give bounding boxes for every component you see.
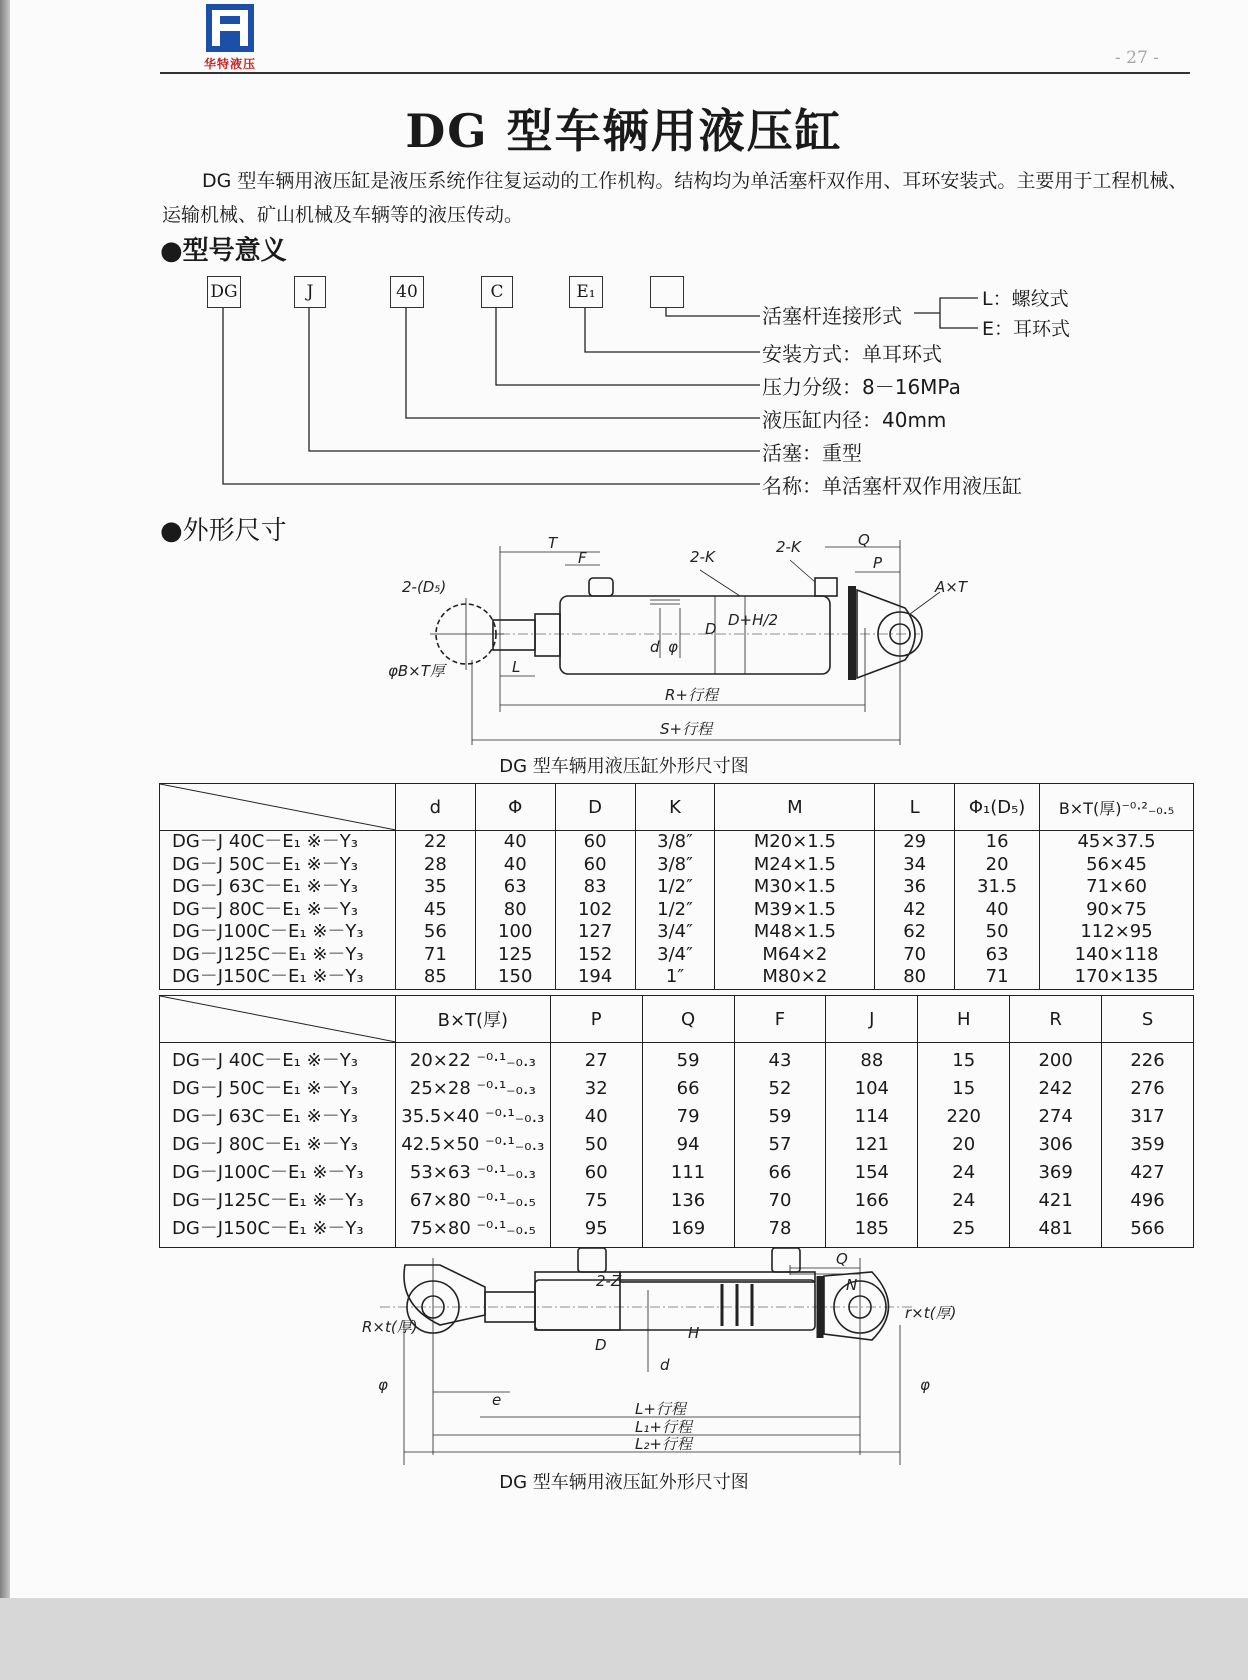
table2-header-f: F: [734, 996, 826, 1043]
cell: 102: [577, 898, 613, 920]
label-pressure: 压力分级：8－16MPa: [762, 375, 961, 399]
cell: 59: [676, 1050, 700, 1071]
model-box-dg: DG: [207, 276, 241, 308]
table1-header-d-outer: D: [555, 784, 635, 831]
cell: 25×28 ⁻⁰·¹₋₀.₃: [409, 1078, 536, 1099]
model-box-j: J: [294, 276, 326, 308]
dim-d2-small: d: [660, 1356, 670, 1374]
cell: 1/2″: [657, 876, 693, 897]
cell: 24: [952, 1190, 976, 1211]
caption-2: DG 型车辆用液压缸外形尺寸图: [499, 1472, 749, 1493]
cell: 111: [670, 1162, 706, 1183]
cell: 114: [854, 1106, 890, 1127]
cell: 66: [676, 1078, 700, 1099]
table1-model: DG－J150C－E₁ ※－Y₃: [172, 966, 364, 987]
model-box-40: 40: [390, 276, 424, 308]
cell: 95: [584, 1218, 608, 1239]
dim-2z: 2-Z: [596, 1272, 622, 1290]
cell: 71×60: [1086, 876, 1147, 897]
cell: 57: [768, 1134, 792, 1155]
cell: 60: [583, 831, 607, 852]
cell: M48×1.5: [753, 921, 836, 942]
dim-phi: φ: [668, 638, 678, 656]
label-mounting: 安装方式：单耳环式: [762, 342, 942, 366]
cell: 31.5: [977, 876, 1018, 897]
cell: 566: [1130, 1218, 1165, 1239]
cell: 20: [985, 853, 1009, 875]
cell: 71: [985, 966, 1009, 987]
dim-d-big: D: [705, 620, 717, 638]
cell: 34: [903, 853, 927, 875]
dim-e: e: [492, 1391, 502, 1409]
table2-header-q: Q: [642, 996, 734, 1043]
cell: 56: [423, 921, 447, 942]
cell: 29: [903, 831, 927, 852]
cell: 85: [423, 966, 447, 987]
cell: 369: [1038, 1162, 1073, 1183]
cell: 3/4″: [657, 921, 693, 942]
dim-l2-stroke: L₂+行程: [635, 1435, 692, 1453]
cell: 136: [670, 1190, 706, 1211]
table2-header-s: S: [1102, 996, 1194, 1043]
cell: 481: [1038, 1218, 1073, 1239]
cell: 140×118: [1074, 943, 1159, 965]
dim-d-small: d: [650, 638, 660, 656]
cell: 63: [503, 876, 527, 897]
table2-header-p: P: [550, 996, 642, 1043]
table2-model: DG－J 40C－E₁ ※－Y₃: [172, 1050, 358, 1071]
cell: 35.5×40 ⁻⁰·¹₋₀.₃: [401, 1106, 545, 1127]
cell: 60: [583, 853, 607, 875]
table2-header-h: H: [918, 996, 1010, 1043]
dim-l-stroke: L+行程: [635, 1400, 686, 1418]
label-name: 名称：单活塞杆双作用液压缸: [762, 474, 1022, 498]
dim-t: T: [548, 534, 558, 552]
dim-f: F: [578, 549, 587, 567]
label-bore: 液压缸内径：40mm: [762, 408, 947, 432]
cell: 20×22 ⁻⁰·¹₋₀.₃: [409, 1050, 536, 1071]
intro-text: DG 型车辆用液压缸是液压系统作往复运动的工作机构。结构均为单活塞杆双作用、耳环安装式。主要用于工程机械、运输机械、矿山机械及车辆等的液压传动。: [162, 170, 1188, 226]
cell: 59: [768, 1106, 792, 1127]
dim-h2: H: [688, 1324, 700, 1342]
table1-model: DG－J 40C－E₁ ※－Y₃: [172, 831, 358, 852]
cell: 79: [676, 1106, 700, 1127]
dim-axt: A×T: [935, 578, 967, 596]
dim-rxt-small: r×t(厚): [905, 1304, 957, 1322]
cell: 112×95: [1080, 921, 1153, 942]
cell: 71: [423, 943, 447, 965]
table1-header-phi1: Φ₁(D₅): [955, 784, 1040, 831]
brand-name: 华特液压: [203, 57, 256, 71]
table1-model: DG－J 50C－E₁ ※－Y₃: [172, 853, 358, 875]
table2-model: DG－J150C－E₁ ※－Y₃: [172, 1218, 364, 1239]
cell: 359: [1130, 1134, 1165, 1155]
table2-header-r: R: [1010, 996, 1102, 1043]
cell: 3/8″: [657, 853, 693, 875]
cell: 52: [768, 1078, 792, 1099]
dim-2k-a: 2-K: [690, 548, 715, 566]
cell: 154: [854, 1162, 890, 1183]
table2-model: DG－J 63C－E₁ ※－Y₃: [172, 1106, 358, 1127]
cell: 15: [952, 1050, 976, 1071]
table1-model: DG－J100C－E₁ ※－Y₃: [172, 921, 364, 942]
dim-phi-right: φ: [920, 1376, 930, 1394]
section-model-meaning: ●型号意义: [160, 236, 287, 266]
cell: 42.5×50 ⁻⁰·¹₋₀.₃: [401, 1134, 545, 1155]
cell: 67×80 ⁻⁰·¹₋₀.₅: [409, 1190, 536, 1211]
cell: 43: [768, 1050, 792, 1071]
cell: M80×2: [762, 966, 828, 987]
dim-bxt: φB×T厚: [388, 662, 445, 680]
model-box-e1: E₁: [569, 276, 603, 308]
cell: 22: [423, 831, 447, 852]
cell: 90×75: [1086, 898, 1147, 920]
cell: 185: [854, 1218, 890, 1239]
dim-phi-left: φ: [378, 1376, 388, 1394]
cell: 16: [985, 831, 1009, 852]
cell: 62: [903, 921, 927, 942]
table1-header-d: d: [395, 784, 475, 831]
cell: 80: [503, 898, 527, 920]
cell: 274: [1038, 1106, 1073, 1127]
cell: 276: [1130, 1078, 1165, 1099]
table1-model: DG－J 63C－E₁ ※－Y₃: [172, 876, 358, 897]
cell: 24: [952, 1162, 976, 1183]
cell: 100: [498, 921, 533, 942]
cell: 45×37.5: [1077, 831, 1156, 852]
table2-model: DG－J 50C－E₁ ※－Y₃: [172, 1078, 358, 1099]
dim-n: N: [846, 1276, 858, 1294]
cell: 242: [1038, 1078, 1073, 1099]
section-dimensions: ●外形尺寸: [160, 516, 287, 546]
cell: 66: [768, 1162, 792, 1183]
dim-d2-big: D: [595, 1336, 607, 1354]
option-thread: L：螺纹式: [982, 288, 1069, 310]
cell: 20: [952, 1134, 976, 1155]
cell: 70: [768, 1190, 792, 1211]
cell: 50: [985, 921, 1009, 942]
cell: 421: [1038, 1190, 1073, 1211]
cell: 60: [584, 1162, 608, 1183]
cell: 226: [1130, 1050, 1165, 1071]
cell: 78: [768, 1218, 792, 1239]
dim-d-h: D+H/2: [728, 611, 778, 629]
dim-r-stroke: R+行程: [665, 686, 718, 704]
cell: M24×1.5: [753, 853, 836, 875]
table1-model: DG－J125C－E₁ ※－Y₃: [172, 943, 364, 965]
table1-header-k: K: [635, 784, 715, 831]
page-title: DG 型车辆用液压缸: [405, 104, 843, 158]
dim-rxt: R×t(厚): [362, 1318, 418, 1336]
cell: 150: [498, 966, 533, 987]
cell: 104: [854, 1078, 890, 1099]
table2-header-bxt: B×T(厚): [395, 996, 550, 1043]
cell: 127: [577, 921, 613, 942]
cell: 166: [854, 1190, 890, 1211]
cell: M30×1.5: [753, 876, 836, 897]
table1-header-m: M: [715, 784, 875, 831]
cell: 56×45: [1086, 853, 1147, 875]
table2-model: DG－J 80C－E₁ ※－Y₃: [172, 1134, 358, 1155]
cell: 200: [1038, 1050, 1073, 1071]
cell: 94: [676, 1134, 700, 1155]
cell: 88: [860, 1050, 884, 1071]
dim-2k-b: 2-K: [776, 538, 801, 556]
cell: 45: [423, 898, 447, 920]
dim-q: Q: [858, 531, 870, 549]
cell: 40: [584, 1106, 608, 1127]
cell: 40: [503, 831, 527, 852]
cell: 63: [985, 943, 1009, 965]
cell: 75×80 ⁻⁰·¹₋₀.₅: [409, 1218, 536, 1239]
cell: 496: [1130, 1190, 1165, 1211]
model-box-c: C: [481, 276, 513, 308]
cell: M64×2: [762, 943, 828, 965]
cell: 75: [584, 1190, 608, 1211]
table1-header-phi: Φ: [475, 784, 555, 831]
cell: 306: [1038, 1134, 1073, 1155]
dim-l1-stroke: L₁+行程: [635, 1418, 692, 1436]
page-number: - 27 -: [1115, 48, 1159, 68]
cell: 1/2″: [657, 898, 693, 920]
table1-header-bxt: B×T(厚)⁻⁰·²₋₀.₅: [1040, 784, 1194, 831]
cell: 80: [903, 966, 927, 987]
cell: 40: [985, 898, 1009, 920]
cell: 50: [584, 1134, 608, 1155]
cell: 194: [577, 966, 613, 987]
dim-2-d5: 2-(D₅): [402, 578, 447, 596]
cell: 317: [1130, 1106, 1165, 1127]
dim-p: P: [873, 554, 883, 572]
cell: 1″: [665, 966, 685, 987]
cell: 125: [498, 943, 533, 965]
option-eye: E：耳环式: [982, 318, 1071, 340]
cell: 169: [670, 1218, 706, 1239]
cell: M20×1.5: [753, 831, 836, 852]
cell: M39×1.5: [753, 898, 836, 920]
cell: 220: [946, 1106, 981, 1127]
cell: 42: [903, 898, 927, 920]
cell: 53×63 ⁻⁰·¹₋₀.₃: [409, 1162, 536, 1183]
label-piston: 活塞：重型: [762, 441, 862, 465]
cell: 40: [503, 853, 527, 875]
label-rod-connection: 活塞杆连接形式: [762, 304, 902, 328]
dim-s-stroke: S+行程: [660, 720, 713, 738]
table2-model: DG－J100C－E₁ ※－Y₃: [172, 1162, 364, 1183]
table2-header-j: J: [826, 996, 918, 1043]
cell: 25: [952, 1218, 976, 1239]
cell: 152: [577, 943, 613, 965]
table1-header-l: L: [875, 784, 955, 831]
cell: 28: [423, 853, 447, 875]
caption-1: DG 型车辆用液压缸外形尺寸图: [499, 756, 749, 777]
cell: 32: [584, 1078, 608, 1099]
cell: 70: [903, 943, 927, 965]
dim-l: L: [512, 658, 521, 676]
table2-model: DG－J125C－E₁ ※－Y₃: [172, 1190, 364, 1211]
cell: 27: [584, 1050, 608, 1071]
table1-model: DG－J 80C－E₁ ※－Y₃: [172, 898, 358, 920]
cell: 121: [854, 1134, 890, 1155]
cell: 15: [952, 1078, 976, 1099]
cell: 83: [583, 876, 607, 897]
cell: 427: [1130, 1162, 1165, 1183]
dim-q2: Q: [836, 1250, 848, 1268]
cell: 3/8″: [657, 831, 693, 852]
cell: 36: [903, 876, 927, 897]
cell: 3/4″: [657, 943, 693, 965]
cell: 35: [423, 876, 447, 897]
cell: 170×135: [1074, 966, 1159, 987]
